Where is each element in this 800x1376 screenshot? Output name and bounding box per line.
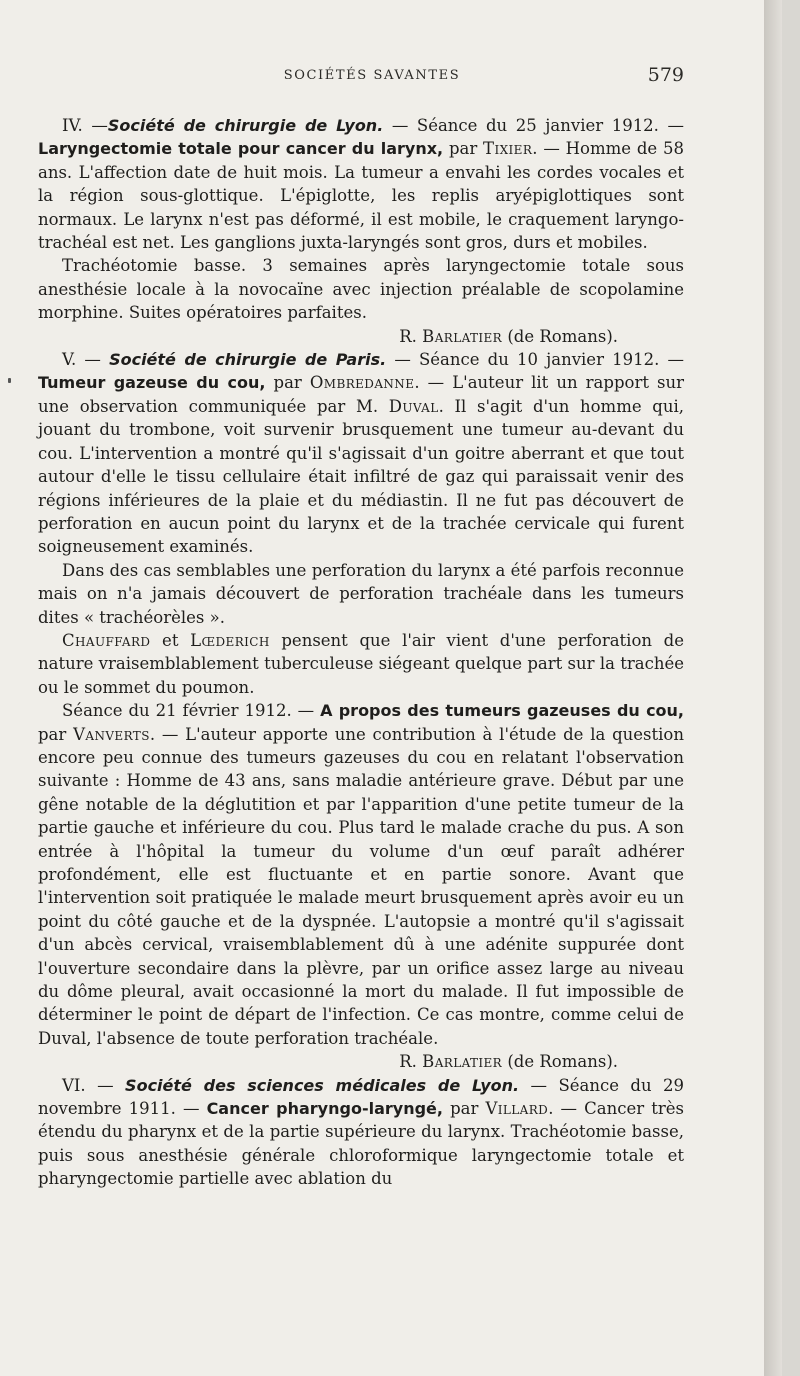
section-v-title: Tumeur gazeuse du cou, <box>38 373 266 393</box>
section-v-paragraph-3 <box>38 629 684 699</box>
section-iv-paragraph-2: Trachéotomie basse. 3 semaines après laryngectomie totale sous anesthésie locale à la novocaïne avec injection préalable de scopolamine morphine. Suites opératoires parfaites. <box>38 256 684 323</box>
section-vi-paragraph <box>38 1074 684 1191</box>
section-vi-numeral: VI. — <box>62 1075 126 1095</box>
section-vi-society: Société des sciences médicales de Lyon. <box>125 1075 520 1095</box>
section-vi-author: Villard <box>485 1099 549 1119</box>
section-v-paragraph-2: Dans des cas semblables une perforation du larynx a été parfois reconnue mais on n'a jamais découvert de perforation trachéale dans les tumeurs dites « trachéorèles ». <box>38 560 684 627</box>
section-iv-session: — Séance du 25 janvier 1912. — <box>383 116 684 135</box>
running-title: SOCIÉTÉS SAVANTES <box>283 68 461 83</box>
section-v-session: — Séance du 10 janvier 1912. — <box>386 350 684 370</box>
section-v-author: Ombredanne <box>309 373 415 393</box>
section-v-reference: Duval <box>388 396 439 416</box>
section-v-numeral: V. — <box>62 350 110 370</box>
section-v-text-a: . — L'auteur lit un rapport sur une observation communiquée par M. <box>38 373 685 416</box>
section-iv-signature-place: (de Romans). <box>502 326 618 346</box>
page-number: 579 <box>647 64 684 86</box>
section-vi-title: Cancer pharyngo-laryngé, <box>206 1099 443 1119</box>
section-iv-by: par <box>443 139 484 159</box>
section-iv-signature <box>38 325 684 348</box>
section-iv-paragraph <box>38 114 684 254</box>
page-edge-shadow <box>764 0 782 1376</box>
section-vi-session: — Séance du 29 novembre 1911. — <box>38 1075 685 1119</box>
section-v-signature-name: Barlatier <box>422 1052 503 1072</box>
section-v-paragraph-4-text: . — L'auteur apporte une contribution à l'étude de la question encore peu connue des tumeurs gazeuses du cou en relatant l'observation suivante : Homme de 43 ans, sans maladie antérieure grave. Début par une gêne notable de la déglutition et par l'apparition d'une petite tumeur de la partie gauche et inférieure du cou. Plus tard le malade crache du pus. A son entrée à l'hôpital la tumeur du volume d'un œuf paraît adhérer profondément, elle est fluctuante et en partie sonore. Avant que l'intervention soit pratiquée le malade meurt brusquement après avoir eu un point du côté gauche et de la dyspnée. L'autopsie a montré qu'il s'agissait d'un abcès cervical, vraisemblablement dû à une adénite suppurée dont l'ouverture secondaire dans la plèvre, par un orifice assez large au niveau du dôme pleural, avait occasionné la mort du malade. Il fut impossible de déterminer le point de départ de l'infection. Ce cas montre, comme celui de Duval, l'absence de toute perforation trachéale. <box>38 724 684 1048</box>
section-v-signature-initial: R. <box>399 1052 423 1072</box>
section-v-signature <box>38 1050 684 1073</box>
section-v-by: par <box>265 373 310 393</box>
section-iv-society: Société de chirurgie de Lyon. <box>107 116 384 135</box>
body-text <box>38 114 684 1191</box>
section-v-text-b: . Il s'agit d'un homme qui, jouant du trombone, voit survenir brusquement une tumeur au-devant du cou. L'intervention a montré qu'il s'agissait d'un goitre aberrant et que tout autour d'elle le tissu cellulaire était infiltré de gaz qui paraissait venir des régions inférieures de la plaie et du médiastin. Il ne fut pas découvert de perforation en aucun point du larynx et de la trachée cervicale qui furent soigneusement examinés. <box>38 396 684 557</box>
section-iv-author: Tixier <box>483 139 533 159</box>
scan-speck <box>8 378 11 383</box>
section-v-paragraph <box>38 348 684 559</box>
section-v-paragraph-3-text: pensent que l'air vient d'une perforation de nature vraisemblablement tuberculeuse siégeant quelque part sur la trachée ou le sommet du poumon. <box>38 630 684 697</box>
section-v-signature-place: (de Romans). <box>502 1052 618 1072</box>
section-v-author-chauffard: Chauffard <box>62 630 151 650</box>
section-iv-signature-name: Barlatier <box>422 326 503 346</box>
section-vi-by: par <box>442 1099 486 1119</box>
section-v-and: et <box>150 630 191 650</box>
page-header <box>60 64 684 92</box>
section-v-author-vanverts: Vanverts <box>73 724 150 744</box>
section-iv-title: Laryngectomie totale pour cancer du larynx, <box>38 139 444 159</box>
section-v-paragraph-4 <box>38 699 684 1050</box>
section-iv-text1: . — Homme de 58 ans. L'affection date de huit mois. La tumeur a envahi les cordes vocales et la région sous-glottique. L'épiglotte, les replis aryépiglottiques sont normaux. Le larynx n'est pas déformé, il est mobile, le craquement laryngo-trachéal est net. Les ganglions juxta-laryngés sont gros, durs et mobiles. <box>38 139 684 253</box>
section-v-by-2: par <box>38 724 74 744</box>
section-v-society: Société de chirurgie de Paris. <box>109 350 387 370</box>
section-vi-text: . — Cancer très étendu du pharynx et de la partie supérieure du larynx. Trachéotomie basse, puis sous anesthésie générale chloroformique laryngectomie totale et pharyngectomie partielle avec ablation du <box>38 1099 684 1189</box>
section-v-session-2: Séance du 21 février 1912. — <box>62 701 321 721</box>
section-iv-numeral: IV. — <box>62 116 108 135</box>
section-iv-signature-initial: R. <box>399 326 423 346</box>
section-v-author-loederich: Lœderich <box>190 630 270 650</box>
section-v-title-2: A propos des tumeurs gazeuses du cou, <box>320 701 685 721</box>
